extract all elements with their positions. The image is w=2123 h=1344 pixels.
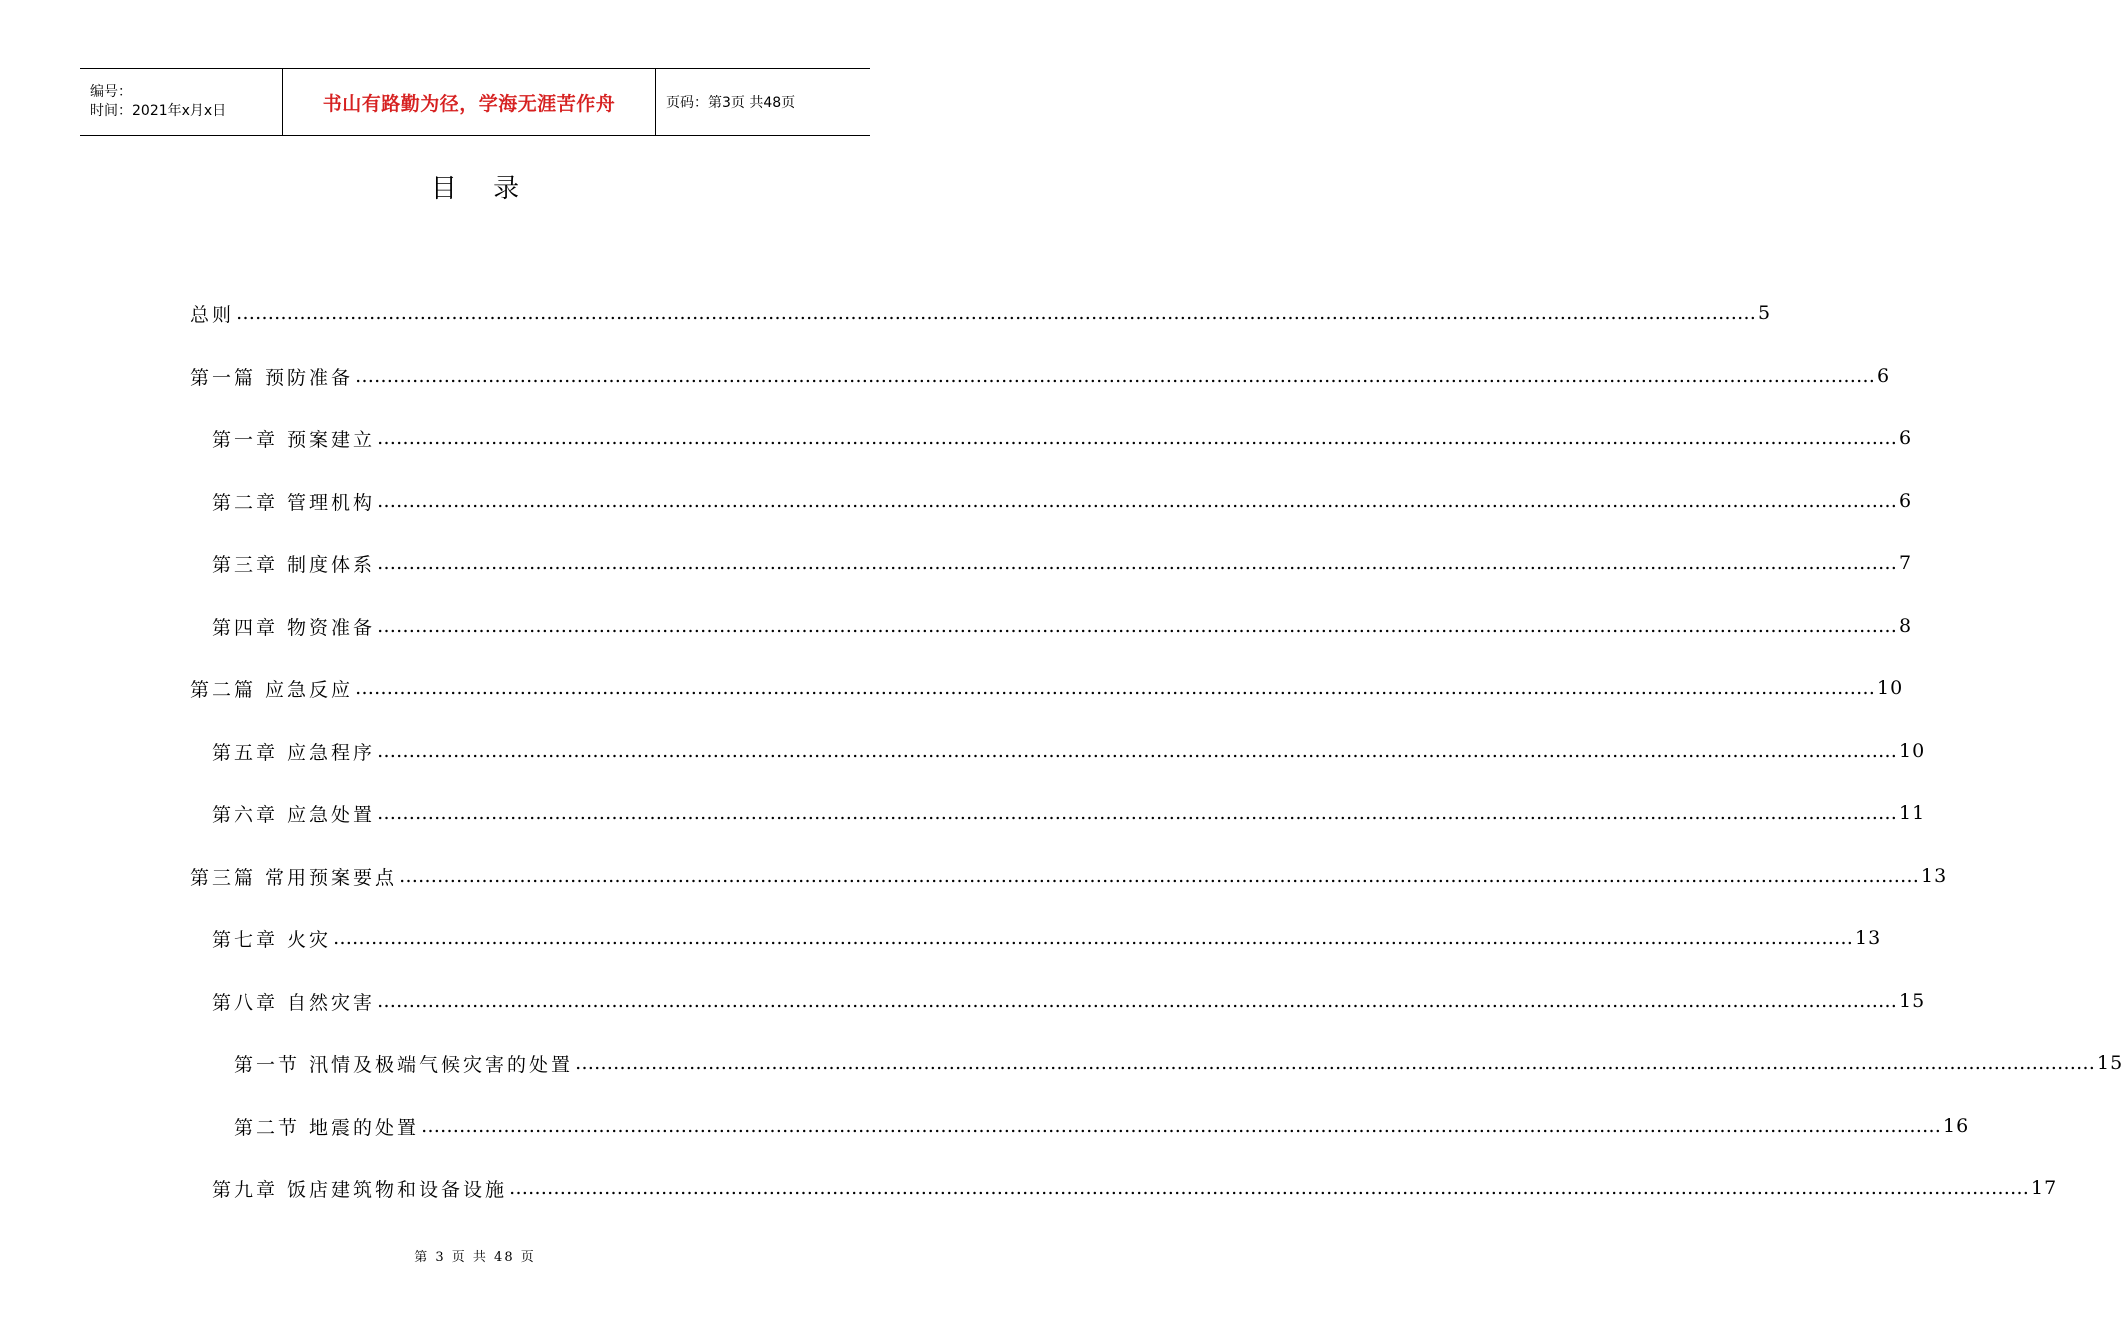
toc-leader-dots: ……………………………………………………………………………………………………………………………………………………………………………………………………………………: [421, 1115, 1942, 1137]
toc-entry[interactable]: [190, 298, 1772, 328]
toc-entry-label: 第八章 自然灾害: [212, 991, 376, 1014]
toc-entry-label: 第九章 饭店建筑物和设备设施: [212, 1178, 508, 1201]
toc-entry[interactable]: [212, 736, 1926, 766]
toc-entry[interactable]: [212, 486, 1913, 516]
toc-leader-dots: ……………………………………………………………………………………………………………………………………………………………………………………………………………………: [399, 865, 1920, 887]
toc-entry-page: 10: [1899, 740, 1926, 762]
toc-entry-label: 第七章 火灾: [212, 928, 332, 951]
toc-leader-dots: ……………………………………………………………………………………………………………………………………………………………………………………………………………………: [509, 1177, 2030, 1199]
toc-entry-label: 第一节 汛情及极端气候灾害的处置: [234, 1053, 574, 1076]
toc-entry-page: 15: [1899, 990, 1926, 1012]
page-info-text: 页码：第3页 共48页: [666, 95, 796, 111]
toc-entry[interactable]: [234, 1048, 2123, 1078]
toc-entry-label: 第一篇 预防准备: [190, 366, 354, 389]
toc-entry-page: 13: [1921, 865, 1948, 887]
header-number: 编号：: [90, 84, 132, 100]
toc-entry-label: 第二章 管理机构: [212, 491, 376, 514]
toc-entry-label: 总则: [190, 303, 235, 326]
toc-leader-dots: ……………………………………………………………………………………………………………………………………………………………………………………………………………………: [377, 427, 1898, 449]
toc-leader-dots: ……………………………………………………………………………………………………………………………………………………………………………………………………………………: [377, 802, 1898, 824]
toc-entry-page: 6: [1899, 427, 1913, 449]
toc-entry-page: 15: [2097, 1052, 2123, 1074]
toc-entry[interactable]: [234, 1111, 1970, 1141]
toc-entry[interactable]: [190, 361, 1891, 391]
page-title: 目 录: [430, 174, 534, 204]
toc-entry[interactable]: [190, 673, 1904, 703]
toc-leader-dots: ……………………………………………………………………………………………………………………………………………………………………………………………………………………: [236, 302, 1757, 324]
toc-entry-label: 第三章 制度体系: [212, 553, 376, 576]
toc-entry-page: 11: [1899, 802, 1926, 824]
toc-entry[interactable]: [212, 611, 1913, 641]
toc-entry[interactable]: [190, 861, 1948, 891]
toc-leader-dots: ……………………………………………………………………………………………………………………………………………………………………………………………………………………: [377, 740, 1898, 762]
toc-entry-page: 6: [1877, 365, 1891, 387]
toc-entry-page: 17: [2031, 1177, 2058, 1199]
toc-entry-page: 8: [1899, 615, 1913, 637]
toc-entry[interactable]: [212, 798, 1926, 828]
toc-entry[interactable]: [212, 1173, 2058, 1203]
toc-entry[interactable]: [212, 986, 1926, 1016]
toc-leader-dots: ……………………………………………………………………………………………………………………………………………………………………………………………………………………: [333, 927, 1854, 949]
toc-leader-dots: ……………………………………………………………………………………………………………………………………………………………………………………………………………………: [355, 677, 1876, 699]
toc-entry-label: 第三篇 常用预案要点: [190, 866, 398, 889]
toc-leader-dots: ……………………………………………………………………………………………………………………………………………………………………………………………………………………: [377, 490, 1898, 512]
toc-entry-label: 第二节 地震的处置: [234, 1116, 420, 1139]
toc-entry-page: 5: [1758, 302, 1772, 324]
toc-leader-dots: ……………………………………………………………………………………………………………………………………………………………………………………………………………………: [575, 1052, 2096, 1074]
toc-entry-page: 7: [1899, 552, 1913, 574]
toc-entry-label: 第六章 应急处置: [212, 803, 376, 826]
toc-entry[interactable]: [212, 548, 1913, 578]
toc-entry-label: 第四章 物资准备: [212, 616, 376, 639]
toc-leader-dots: ……………………………………………………………………………………………………………………………………………………………………………………………………………………: [377, 990, 1898, 1012]
toc-entry-page: 13: [1855, 927, 1882, 949]
toc-entry-label: 第二篇 应急反应: [190, 678, 354, 701]
toc-entry-label: 第一章 预案建立: [212, 428, 376, 451]
header-time: 时间：2021年x月x日: [90, 103, 227, 119]
page-footer: 第 3 页 共 48 页: [414, 1250, 536, 1265]
motto-text: 书山有路勤为径，学海无涯苦作舟: [322, 92, 616, 115]
toc-leader-dots: ……………………………………………………………………………………………………………………………………………………………………………………………………………………: [355, 365, 1876, 387]
toc-entry-page: 10: [1877, 677, 1904, 699]
toc-leader-dots: ……………………………………………………………………………………………………………………………………………………………………………………………………………………: [377, 552, 1898, 574]
toc-entry[interactable]: [212, 423, 1913, 453]
toc-entry-page: 16: [1943, 1115, 1970, 1137]
toc-entry-label: 第五章 应急程序: [212, 741, 376, 764]
toc-entry[interactable]: [212, 923, 1882, 953]
toc-entry-page: 6: [1899, 490, 1913, 512]
toc-leader-dots: ……………………………………………………………………………………………………………………………………………………………………………………………………………………: [377, 615, 1898, 637]
